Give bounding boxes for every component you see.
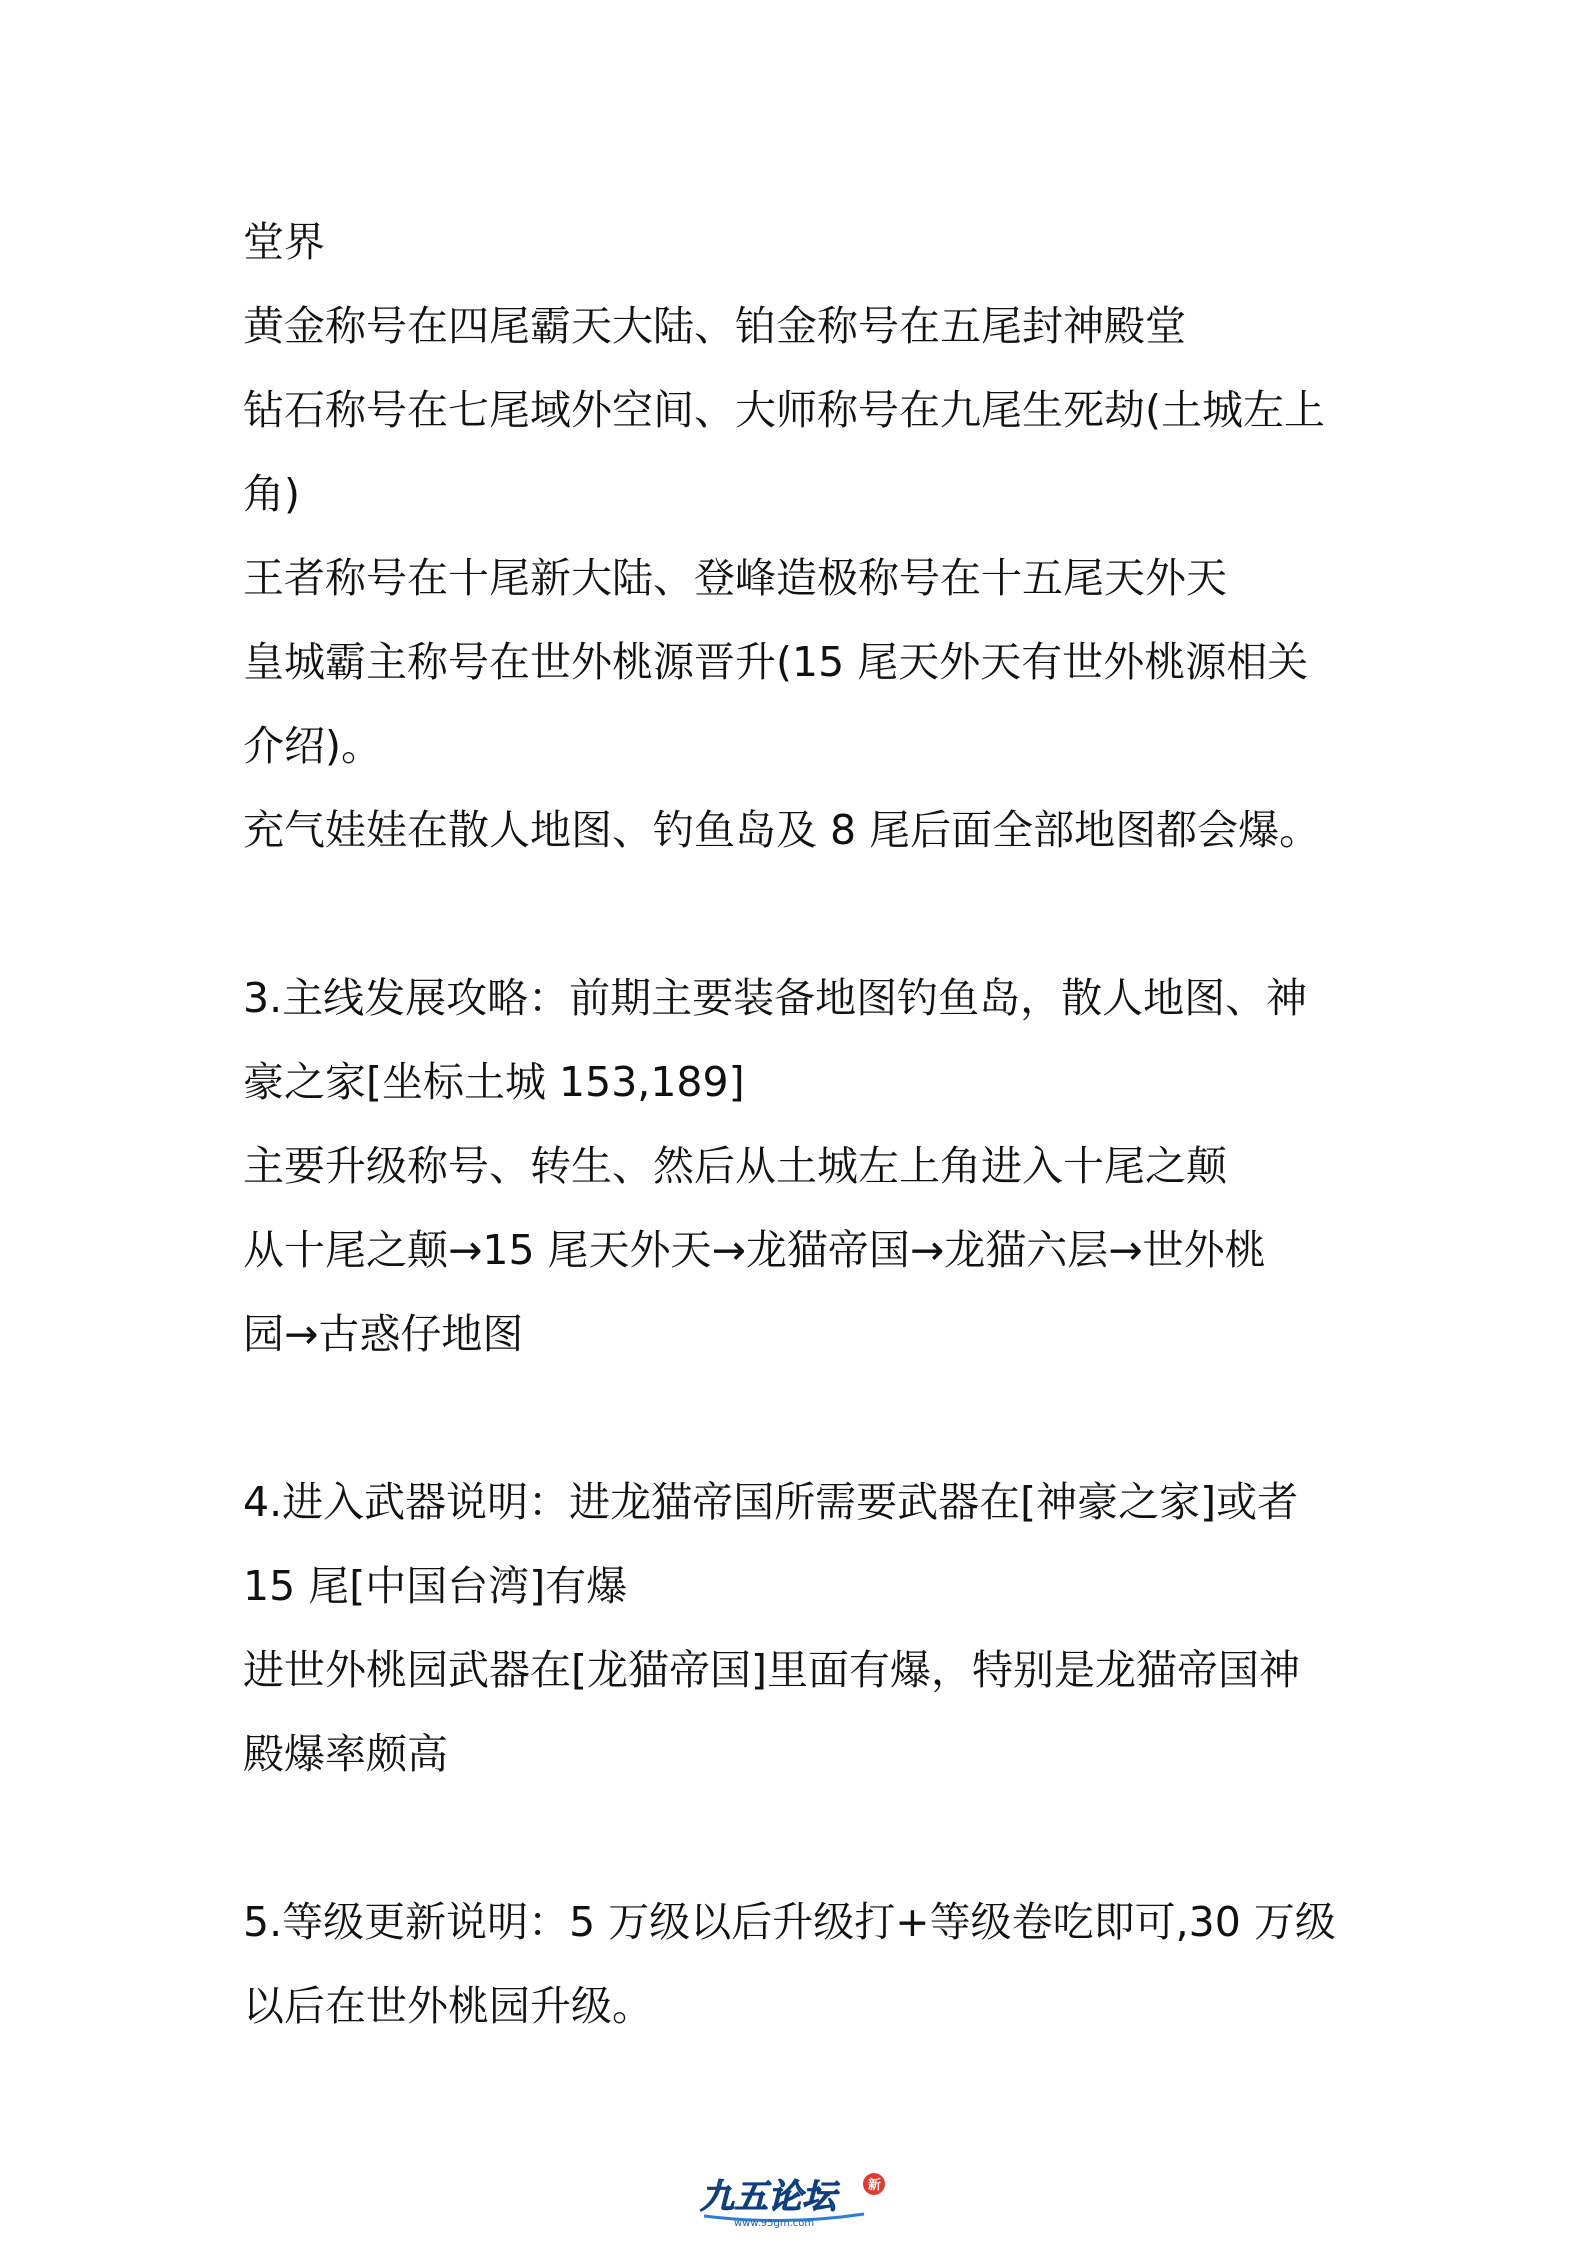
text-line: 15 尾[中国台湾]有爆	[243, 1562, 628, 1610]
svg-text:九五论坛: 九五论坛	[700, 2177, 836, 2217]
text-line: 主要升级称号、转生、然后从土城左上角进入十尾之颠	[243, 1142, 1227, 1190]
text-line: 园→古惑仔地图	[243, 1310, 524, 1358]
text-line: 钻石称号在七尾域外空间、大师称号在九尾生死劫(土城左上	[243, 386, 1325, 434]
section-heading-line: 5.等级更新说明：5 万级以后升级打+等级卷吃即可,30 万级	[243, 1898, 1336, 1946]
svg-text:新: 新	[868, 2178, 882, 2193]
paragraph-gap	[243, 1796, 1363, 1880]
text-line: 堂界	[243, 218, 325, 266]
text-line: 以后在世外桃园升级。	[243, 1982, 653, 2030]
text-line: 殿爆率颇高	[243, 1730, 448, 1778]
text-line: 豪之家[坐标土城 153,189]	[243, 1058, 745, 1106]
svg-text:www.95gm.com: www.95gm.com	[734, 2218, 815, 2229]
text-line: 介绍)。	[243, 722, 382, 770]
paragraph-gap	[243, 1376, 1363, 1460]
text-line: 王者称号在十尾新大陆、登峰造极称号在十五尾天外天	[243, 554, 1227, 602]
text-line: 进世外桃园武器在[龙猫帝国]里面有爆，特别是龙猫帝国神	[243, 1646, 1300, 1694]
text-line: 充气娃娃在散人地图、钓鱼岛及 8 尾后面全部地图都会爆。	[243, 806, 1321, 854]
text-line: 黄金称号在四尾霸天大陆、铂金称号在五尾封神殿堂	[243, 302, 1186, 350]
section-heading-line: 4.进入武器说明：进龙猫帝国所需要武器在[神豪之家]或者	[243, 1478, 1299, 1526]
section-heading-line: 3.主线发展攻略：前期主要装备地图钓鱼岛，散人地图、神	[243, 974, 1308, 1022]
site-logo-graphic	[694, 2170, 894, 2230]
text-line: 皇城霸主称号在世外桃源晋升(15 尾天外天有世外桃源相关	[243, 638, 1309, 686]
text-line: 从十尾之颠→15 尾天外天→龙猫帝国→龙猫六层→世外桃	[243, 1226, 1266, 1274]
paragraph-gap	[243, 872, 1363, 956]
text-line: 角)	[243, 470, 300, 518]
document-body	[243, 200, 1363, 2048]
site-logo	[694, 2170, 894, 2230]
